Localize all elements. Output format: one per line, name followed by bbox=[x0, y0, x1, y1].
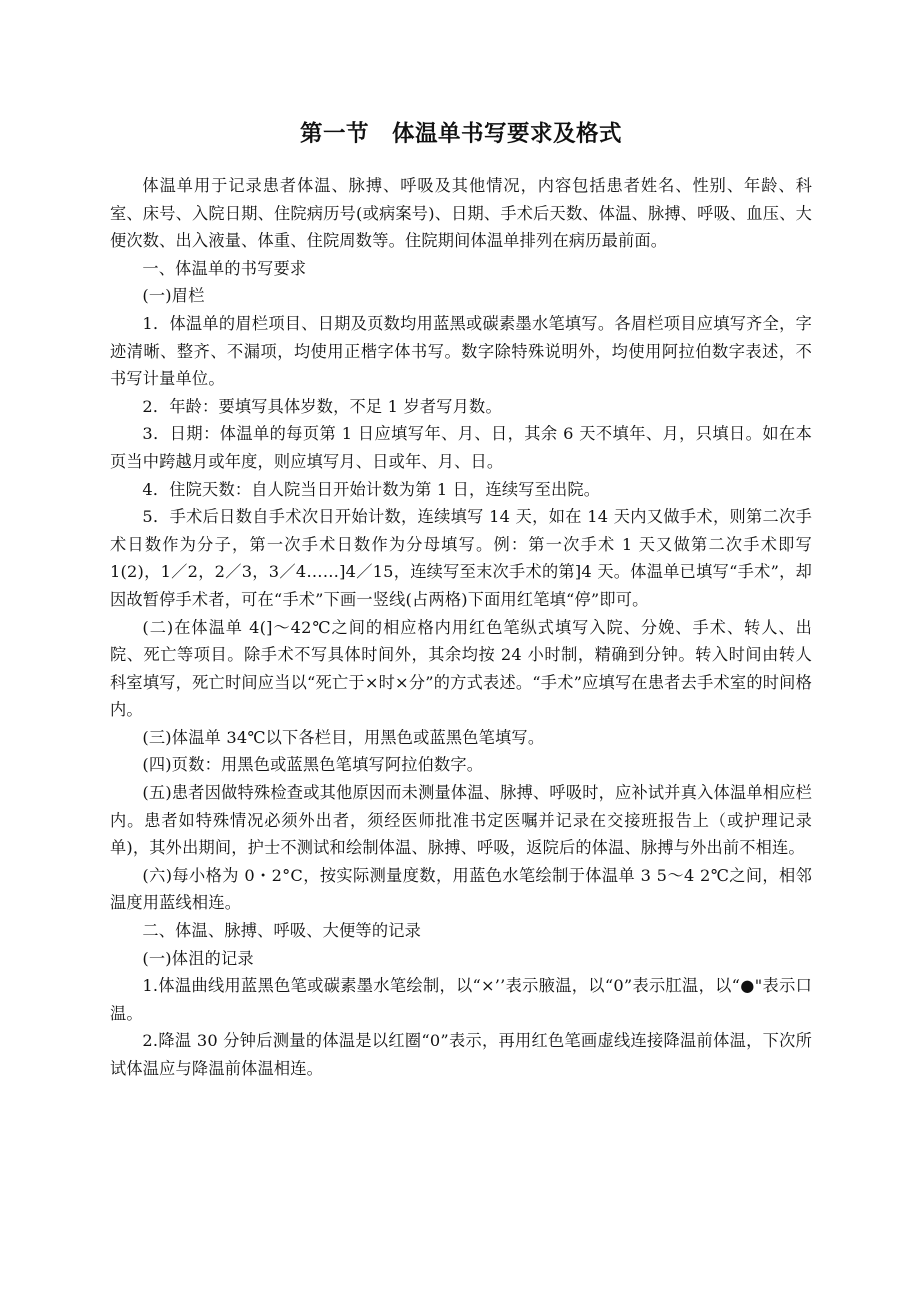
document-body bbox=[110, 172, 812, 1083]
paragraph-section-4: (四)页数：用黑色或蓝黑色笔填写阿拉伯数字。 bbox=[142, 755, 484, 775]
heading-writing-requirements: 一、体温单的书写要求 bbox=[142, 258, 307, 278]
paragraph-item-2: 2．年龄：要填写具体岁数，不足 1 岁者写月数。 bbox=[142, 396, 502, 416]
paragraph-section-3: (三)体温单 34℃以下各栏目，用黑色或蓝黑色笔填写。 bbox=[142, 727, 545, 747]
paragraph-section-2: (二)在体温单 4(]～42℃之间的相应格内用红色笔纵式填写入院、分娩、手术、转人、出院、死亡等项目。除手术不写具体时间外，其余均按 24 小时制，精确到分钟。转入时间由转人科室填写，死亡时间应当以“死亡于×时×分”的方式表述。“手术”应填写在患者去手术室的时间格内。 bbox=[110, 617, 812, 720]
document-page bbox=[110, 118, 812, 1083]
paragraph-item-1: 1．体温单的眉栏项目、日期及页数均用蓝黑或碳素墨水笔填写。各眉栏项目应填写齐全，字迹清晰、整齐、不漏项，均使用正楷字体书写。数字除特殊说明外，均使用阿拉伯数字表述，不书写计量单位。 bbox=[110, 313, 812, 389]
subheading-temperature-record: (一)体沮的记录 bbox=[142, 948, 254, 968]
paragraph-item-4: 4．住院天数：自人院当日开始计数为第 1 日，连续写至出院。 bbox=[142, 479, 601, 499]
paragraph-section-6: (六)每小格为 0・2°C，按实际测量度数，用蓝色水笔绘制于体温单 3 5～4 2℃之间，相邻温度用蓝线相连。 bbox=[110, 865, 812, 913]
paragraph-section-5: (五)患者因做特殊检查或其他原因而未测量体温、脉搏、呼吸时，应补试并真入体温单相应栏内。患者如特殊情况必须外出者，须经医师批准书定医嘱并记录在交接班报告上（或护理记录单)，其外出期间，护士不测试和绘制体温、脉搏、呼吸，返院后的体温、脉搏与外出前不相连。 bbox=[110, 783, 812, 858]
paragraph-temp-item-2: 2.降温 30 分钟后测量的体温是以红圈“0”表示，再用红色笔画虚线连接降温前体温，下次所试体温应与降温前体温相连。 bbox=[110, 1031, 812, 1078]
heading-vital-signs-records: 二、体温、脉搏、呼吸、大便等的记录 bbox=[142, 921, 421, 941]
paragraph-item-5: 5．手术后日数自手术次日开始计数，连续填写 14 天，如在 14 天内又做手术，则第二次手术日数作为分子，第一次手术日数作为分母填写。例：第一次手术 1 天又做第二次手术即写 1(2)，1／2，2／3，3／4……]4／15，连续写至末次手术的第]4 天。体温单已填写“手术”，却因故暂停手术者，可在“手术”下画一竖线(占两格)下面用红笔填“停”即可。 bbox=[110, 507, 812, 609]
paragraph-temp-item-1: 1.体温曲线用蓝黑色笔或碳素墨水笔绘制，以“×’’表示腋温，以“0”表示肛温，以“●"表示口温。 bbox=[110, 976, 812, 1023]
section-title: 第一节 体温单书写要求及格式 bbox=[299, 121, 622, 147]
paragraph-intro: 体温单用于记录患者体温、脉搏、呼吸及其他情况，内容包括患者姓名、性别、年龄、科室、床号、入院日期、住院病历号(或病案号)、日期、手术后天数、体温、脉搏、呼吸、血压、大便次数、出入液量、体重、住院周数等。住院期间体温单排列在病历最前面。 bbox=[110, 176, 812, 251]
paragraph-item-3: 3．日期：体温单的每页第 1 日应填写年、月、日，其余 6 天不填年、月，只填日。如在本页当中跨越月或年度，则应填写月、日或年、月、日。 bbox=[110, 424, 812, 471]
subheading-header-fields: (一)眉栏 bbox=[142, 286, 205, 306]
